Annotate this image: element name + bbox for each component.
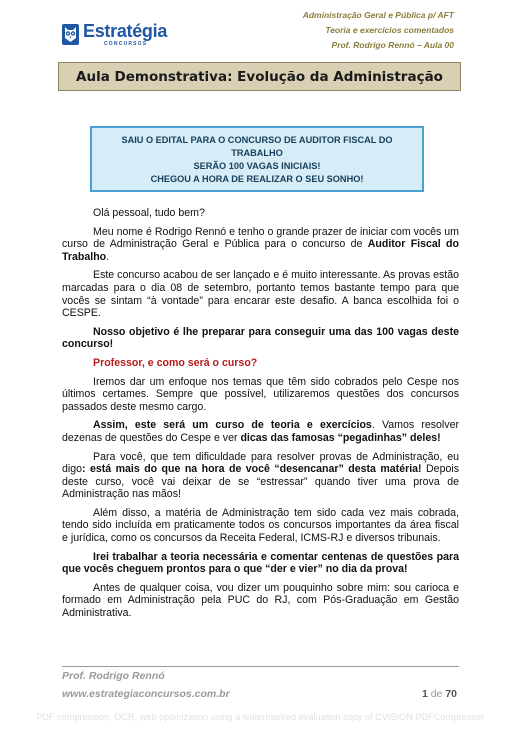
paragraph-course-type <box>62 419 459 444</box>
footer-website-link[interactable]: www.estrategiaconcursos.com.br <box>62 688 230 700</box>
paragraph-exam-info: Este concurso acabou de ser lançado e é muito interessante. As provas estão marcadas para o dia 08 de setembro, portanto temos bastante tempo para que vocês se sintam “à vontade” para encarar este desafio. A banca escolhida foi o CESPE. <box>62 269 459 320</box>
page-number <box>422 688 457 700</box>
header-lesson-line: Prof. Rodrigo Rennó – Aula 00 <box>331 40 454 50</box>
bold-text: Nosso objetivo é lhe preparar para conseguir uma das 100 vagas deste concurso! <box>62 325 459 351</box>
notice-line-4: CHEGOU A HORA DE REALIZAR O SEU SONHO! <box>150 174 364 184</box>
bold-text: Assim, este será um curso de teoria e exercícios <box>93 419 372 432</box>
running-header <box>174 8 454 53</box>
paragraph-intro <box>62 226 459 264</box>
owl-icon <box>62 24 79 45</box>
lesson-body <box>62 207 459 626</box>
bold-text: dicas das famosas “pegadinhas” deles! <box>240 431 441 444</box>
page-current: 1 <box>421 688 428 700</box>
logo-wordmark: Estratégia <box>83 21 168 41</box>
paragraph-text: Meu nome é Rodrigo Rennó e tenho o grande prazer de iniciar com vocês um curso de Administração Geral e Pública para o concurso de <box>62 225 459 251</box>
paragraph-difficulty <box>62 451 459 501</box>
paragraph-greeting: Olá pessoal, tudo bem? <box>93 207 205 219</box>
lesson-title-box <box>58 62 461 91</box>
paragraph-text: . Vamos resolver dezenas de questões do Cespe e ver <box>62 419 459 444</box>
header-subtitle-line: Teoria e exercícios comentados <box>325 25 454 35</box>
page-separator: de <box>430 688 443 700</box>
paragraph-objective <box>62 326 459 351</box>
bold-text: Auditor Fiscal do Trabalho <box>62 238 459 263</box>
paragraph-relevance: Além disso, a matéria de Administração tem sido cada vez mais cobrada, tendo sido incluída em praticamente todos os concursos importantes da área fiscal e jurídica, como os concursos da Receita Federal, ICMS-RJ e diversos tribunais. <box>62 506 459 545</box>
bold-text: Irei trabalhar a teoria necessária e comentar centenas de questões para que vocês cheguem prontos para o que “der e vier” no dia da prova! <box>62 550 459 576</box>
paragraph-about-me: Antes de qualquer coisa, vou dizer um pouquinho sobre mim: sou carioca e formado em Administração pela PUC do RJ, com Pós-Graduação em Gestão Administrativa. <box>62 581 459 620</box>
bold-text: : está mais do que na hora de você “desencanar” desta matéria! <box>82 463 422 476</box>
logo-subtitle: CONCURSOS <box>104 41 148 47</box>
footer-author: Prof. Rodrigo Rennó <box>62 670 165 682</box>
question-heading: Professor, e como será o curso? <box>93 356 258 369</box>
header-course-line: Administração Geral e Pública p/ AFT <box>302 10 454 20</box>
paragraph-text: Depois deste curso, você vai deixar de se “estressar” quando tiver uma prova de Administração nas mãos! <box>62 463 459 501</box>
estrategia-logo <box>62 22 182 48</box>
notice-line-2: TRABALHO <box>231 148 283 158</box>
paragraph-text: Para você, que tem dificuldade para resolver provas de Administração, eu digo <box>62 450 459 476</box>
footer-divider <box>62 666 459 667</box>
paragraph-question <box>62 357 459 370</box>
paragraph-text: . <box>106 250 110 263</box>
paragraph-focus: Iremos dar um enfoque nos temas que têm sido cobrados pelo Cespe nos últimos certames. Sempre que possível, utilizaremos questões dos concursos passados deste mesmo cargo. <box>62 375 459 413</box>
notice-line-1: SAIU O EDITAL PARA O CONCURSO DE AUDITOR FISCAL DO <box>121 135 393 145</box>
paragraph-commitment <box>62 551 459 576</box>
lesson-title: Aula Demonstrativa: Evolução da Administração <box>76 68 443 85</box>
notice-line-3: SERÃO 100 VAGAS INICIAIS! <box>193 161 321 171</box>
page-total: 70 <box>445 688 457 700</box>
notice-box <box>90 126 424 192</box>
watermark-text: PDF compression, OCR, web optimization using a watermarked evaluation copy of CVISION PDFCompressor <box>36 712 484 722</box>
